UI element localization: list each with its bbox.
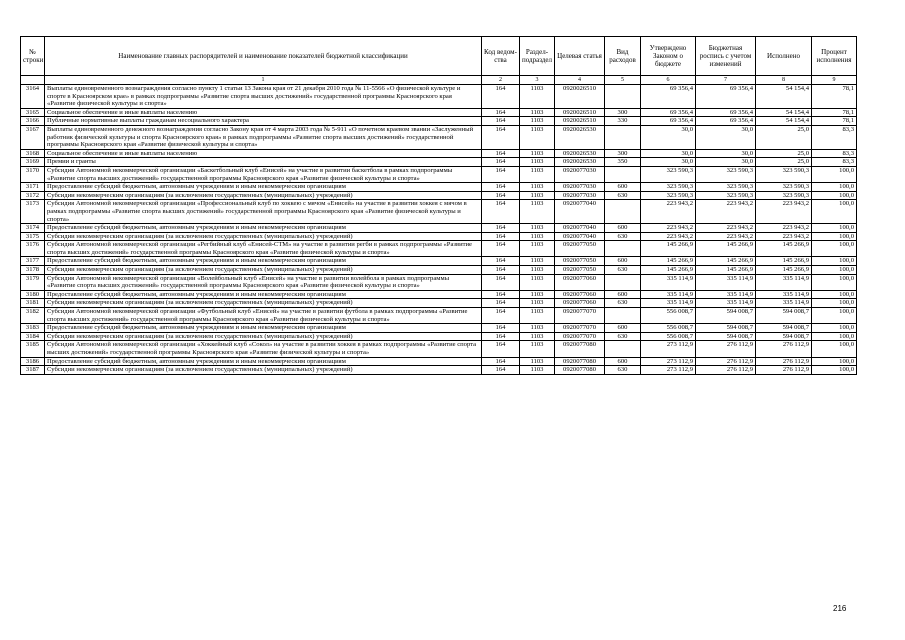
department-code-cell: 164	[482, 341, 520, 357]
section-cell: 1103	[520, 308, 555, 324]
budget-amount-cell: 223 943,2	[696, 224, 756, 233]
executed-amount-cell: 594 008,7	[756, 308, 812, 324]
budget-amount-cell: 30,0	[696, 149, 756, 158]
table-row	[21, 108, 857, 117]
executed-amount-cell: 223 943,2	[756, 232, 812, 241]
expense-type-cell: 630	[605, 191, 641, 200]
expense-type-cell: 630	[605, 332, 641, 341]
executed-amount-cell: 145 266,9	[756, 257, 812, 266]
percent-cell: 100,0	[812, 266, 857, 275]
header-name: Наименование главных распорядителей и наименование показателей бюджетной классификации	[45, 37, 482, 76]
percent-cell: 78,1	[812, 108, 857, 117]
table-row	[21, 85, 857, 109]
executed-amount-cell: 223 943,2	[756, 224, 812, 233]
section-cell: 1103	[520, 191, 555, 200]
approved-amount-cell: 30,0	[641, 158, 696, 167]
name-cell: Предоставление субсидий бюджетным, автономным учреждениям и иным некоммерческим организациям	[45, 183, 482, 192]
table-row	[21, 224, 857, 233]
department-code-cell: 164	[482, 266, 520, 275]
percent-cell: 100,0	[812, 183, 857, 192]
percent-cell: 100,0	[812, 274, 857, 290]
section-cell: 1103	[520, 341, 555, 357]
section-cell: 1103	[520, 290, 555, 299]
table-row	[21, 366, 857, 375]
expense-type-cell: 630	[605, 266, 641, 275]
percent-cell: 100,0	[812, 191, 857, 200]
section-cell: 1103	[520, 232, 555, 241]
section-cell: 1103	[520, 332, 555, 341]
column-number-cell: 9	[812, 76, 857, 85]
table-row	[21, 357, 857, 366]
table-row	[21, 191, 857, 200]
header-budget-schedule: Бюджетная роспись с учетом изменений	[696, 37, 756, 76]
approved-amount-cell: 30,0	[641, 125, 696, 149]
header-expense-type: Вид расходов	[605, 37, 641, 76]
row-number-cell: 3186	[21, 357, 45, 366]
section-cell: 1103	[520, 224, 555, 233]
table-row	[21, 125, 857, 149]
section-cell: 1103	[520, 366, 555, 375]
section-cell: 1103	[520, 183, 555, 192]
executed-amount-cell: 25,0	[756, 158, 812, 167]
executed-amount-cell: 25,0	[756, 125, 812, 149]
percent-cell: 100,0	[812, 332, 857, 341]
budget-amount-cell: 594 008,7	[696, 324, 756, 333]
target-article-cell: 0920026530	[555, 125, 605, 149]
column-number-cell: 2	[482, 76, 520, 85]
row-number-cell: 3165	[21, 108, 45, 117]
column-number-cell: 5	[605, 76, 641, 85]
percent-cell: 83,3	[812, 125, 857, 149]
header-department-code: Код ведом-ства	[482, 37, 520, 76]
approved-amount-cell: 145 266,9	[641, 266, 696, 275]
row-number-cell: 3164	[21, 85, 45, 109]
expense-type-cell	[605, 308, 641, 324]
target-article-cell: 0920077050	[555, 266, 605, 275]
row-number-cell: 3169	[21, 158, 45, 167]
approved-amount-cell: 556 008,7	[641, 324, 696, 333]
executed-amount-cell: 145 266,9	[756, 266, 812, 275]
name-cell: Субсидия Автономной некоммерческой организации «Баскетбольный клуб «Енисей» на участие в развитии баскетбола в рамках подпрограммы «Развитие спорта высших достижений» государственной программы Красноярского края «Развитие физической культуры и спорта»	[45, 166, 482, 182]
table-row	[21, 158, 857, 167]
executed-amount-cell: 323 590,3	[756, 191, 812, 200]
budget-table	[20, 36, 857, 375]
executed-amount-cell: 223 943,2	[756, 200, 812, 224]
percent-cell: 83,3	[812, 158, 857, 167]
name-cell: Выплаты единовременного вознаграждения согласно пункту 1 статьи 13 Закона края от 21 декабря 2010 года № 11-5566 «О физической культуре и спорте в Красноярском крае» в рамках подпрограммы «Развитие спорта высших достижений» государственной программы Красноярского края «Развитие физической культуры и спорта»	[45, 85, 482, 109]
table-row	[21, 117, 857, 126]
executed-amount-cell: 335 114,9	[756, 299, 812, 308]
name-cell: Предоставление субсидий бюджетным, автономным учреждениям и иным некоммерческим организациям	[45, 257, 482, 266]
approved-amount-cell: 223 943,2	[641, 232, 696, 241]
table-row	[21, 200, 857, 224]
expense-type-cell: 600	[605, 357, 641, 366]
percent-cell: 100,0	[812, 290, 857, 299]
approved-amount-cell: 556 008,7	[641, 332, 696, 341]
name-cell: Субсидия Автономной некоммерческой организации «Профессиональный клуб по хоккею с мячом «Енисей» на участие в развитии хоккея с мячом в рамках подпрограммы «Развитие спорта высших достижений» государственной программы Красноярского края «Развитие физической культуры и спорта»	[45, 200, 482, 224]
department-code-cell: 164	[482, 125, 520, 149]
column-number-cell: 4	[555, 76, 605, 85]
expense-type-cell: 600	[605, 257, 641, 266]
table-row	[21, 308, 857, 324]
name-cell: Субсидия Автономной некоммерческой организации «Футбольный клуб «Енисей» на участие в развитии футбола в рамках подпрограммы «Развитие спорта высших достижений» государственной программы Красноярского края «Развитие физической культуры и спорта»	[45, 308, 482, 324]
target-article-cell: 0920077050	[555, 257, 605, 266]
target-article-cell: 0920077040	[555, 224, 605, 233]
approved-amount-cell: 145 266,9	[641, 257, 696, 266]
budget-amount-cell: 30,0	[696, 125, 756, 149]
executed-amount-cell: 145 266,9	[756, 241, 812, 257]
column-number-row	[21, 76, 857, 85]
expense-type-cell: 630	[605, 232, 641, 241]
budget-amount-cell: 145 266,9	[696, 257, 756, 266]
name-cell: Субсидии некоммерческим организациям (за исключением государственных (муниципальных) учреждений)	[45, 266, 482, 275]
target-article-cell: 0920077050	[555, 241, 605, 257]
percent-cell: 100,0	[812, 224, 857, 233]
name-cell: Социальное обеспечение и иные выплаты населению	[45, 108, 482, 117]
target-article-cell: 0920026530	[555, 149, 605, 158]
row-number-cell: 3178	[21, 266, 45, 275]
executed-amount-cell: 54 154,4	[756, 117, 812, 126]
budget-amount-cell: 145 266,9	[696, 241, 756, 257]
column-number-cell: 8	[756, 76, 812, 85]
name-cell: Субсидии некоммерческим организациям (за исключением государственных (муниципальных) учреждений)	[45, 366, 482, 375]
department-code-cell: 164	[482, 290, 520, 299]
department-code-cell: 164	[482, 241, 520, 257]
row-number-cell: 3179	[21, 274, 45, 290]
approved-amount-cell: 223 943,2	[641, 224, 696, 233]
target-article-cell: 0920026510	[555, 117, 605, 126]
budget-amount-cell: 223 943,2	[696, 200, 756, 224]
department-code-cell: 164	[482, 200, 520, 224]
approved-amount-cell: 335 114,9	[641, 299, 696, 308]
target-article-cell: 0920026530	[555, 158, 605, 167]
expense-type-cell	[605, 125, 641, 149]
table-row	[21, 324, 857, 333]
target-article-cell: 0920077060	[555, 290, 605, 299]
expense-type-cell: 350	[605, 158, 641, 167]
executed-amount-cell: 323 590,3	[756, 166, 812, 182]
row-number-cell: 3182	[21, 308, 45, 324]
budget-report-sheet	[20, 36, 856, 375]
percent-cell: 100,0	[812, 166, 857, 182]
expense-type-cell	[605, 200, 641, 224]
percent-cell: 100,0	[812, 232, 857, 241]
budget-amount-cell: 69 356,4	[696, 108, 756, 117]
approved-amount-cell: 145 266,9	[641, 241, 696, 257]
row-number-cell: 3180	[21, 290, 45, 299]
name-cell: Предоставление субсидий бюджетным, автономным учреждениям и иным некоммерческим организациям	[45, 224, 482, 233]
department-code-cell: 164	[482, 357, 520, 366]
approved-amount-cell: 323 590,3	[641, 191, 696, 200]
approved-amount-cell: 223 943,2	[641, 200, 696, 224]
percent-cell: 100,0	[812, 366, 857, 375]
target-article-cell: 0920077030	[555, 166, 605, 182]
name-cell: Субсидия Автономной некоммерческой организации «Хоккейный клуб «Сокол» на участие в развитии хоккея в рамках подпрограммы «Развитие спорта высших достижений» государственной программы Красноярского края «Развитие физической культуры и спорта»	[45, 341, 482, 357]
table-row	[21, 241, 857, 257]
table-row	[21, 332, 857, 341]
target-article-cell: 0920077080	[555, 341, 605, 357]
budget-amount-cell: 323 590,3	[696, 191, 756, 200]
executed-amount-cell: 25,0	[756, 149, 812, 158]
section-cell: 1103	[520, 149, 555, 158]
header-executed: Исполнено	[756, 37, 812, 76]
percent-cell: 100,0	[812, 341, 857, 357]
percent-cell: 78,1	[812, 85, 857, 109]
table-row	[21, 257, 857, 266]
target-article-cell: 0920026510	[555, 108, 605, 117]
name-cell: Премии и гранты	[45, 158, 482, 167]
row-number-cell: 3172	[21, 191, 45, 200]
percent-cell: 100,0	[812, 257, 857, 266]
row-number-cell: 3187	[21, 366, 45, 375]
budget-amount-cell: 30,0	[696, 158, 756, 167]
section-cell: 1103	[520, 117, 555, 126]
expense-type-cell: 300	[605, 149, 641, 158]
budget-amount-cell: 335 114,9	[696, 274, 756, 290]
executed-amount-cell: 54 154,4	[756, 85, 812, 109]
table-row	[21, 341, 857, 357]
row-number-cell: 3185	[21, 341, 45, 357]
expense-type-cell: 600	[605, 224, 641, 233]
percent-cell: 83,3	[812, 149, 857, 158]
section-cell: 1103	[520, 125, 555, 149]
expense-type-cell	[605, 166, 641, 182]
budget-amount-cell: 276 112,9	[696, 357, 756, 366]
page-number: 216	[833, 604, 847, 613]
row-number-cell: 3181	[21, 299, 45, 308]
row-number-cell: 3173	[21, 200, 45, 224]
approved-amount-cell: 556 008,7	[641, 308, 696, 324]
name-cell: Субсидия Автономной некоммерческой организации «Регбийный клуб «Енисей-СТМ» на участие в развитии регби в рамках подпрограммы «Развитие спорта высших достижений» государственной программы Красноярского края «Развитие физической культуры и спорта»	[45, 241, 482, 257]
name-cell: Предоставление субсидий бюджетным, автономным учреждениям и иным некоммерческим организациям	[45, 357, 482, 366]
table-row	[21, 232, 857, 241]
executed-amount-cell: 54 154,4	[756, 108, 812, 117]
header-approved: Утверждено Законом о бюджете	[641, 37, 696, 76]
section-cell: 1103	[520, 85, 555, 109]
budget-amount-cell: 323 590,3	[696, 166, 756, 182]
table-row	[21, 149, 857, 158]
department-code-cell: 164	[482, 166, 520, 182]
department-code-cell: 164	[482, 183, 520, 192]
percent-cell: 100,0	[812, 299, 857, 308]
section-cell: 1103	[520, 274, 555, 290]
budget-amount-cell: 145 266,9	[696, 266, 756, 275]
column-number-cell: 6	[641, 76, 696, 85]
executed-amount-cell: 323 590,3	[756, 183, 812, 192]
target-article-cell: 0920077030	[555, 183, 605, 192]
approved-amount-cell: 273 112,9	[641, 366, 696, 375]
name-cell: Публичные нормативные выплаты гражданам несоциального характера	[45, 117, 482, 126]
section-cell: 1103	[520, 158, 555, 167]
name-cell: Выплаты единовременного денежного вознаграждения согласно Закону края от 4 марта 2003 года № 5-911 «О почетном краевом звании «Заслуженный работник физической культуры и спорта Красноярского края» в рамках подпрограммы «Развитие спорта высших достижений» государственной программы Красноярского края «Развитие физической культуры и спорта»	[45, 125, 482, 149]
department-code-cell: 164	[482, 324, 520, 333]
section-cell: 1103	[520, 324, 555, 333]
expense-type-cell	[605, 85, 641, 109]
approved-amount-cell: 335 114,9	[641, 290, 696, 299]
row-number-cell: 3174	[21, 224, 45, 233]
approved-amount-cell: 69 356,4	[641, 85, 696, 109]
section-cell: 1103	[520, 200, 555, 224]
percent-cell: 100,0	[812, 308, 857, 324]
percent-cell: 78,1	[812, 117, 857, 126]
expense-type-cell: 630	[605, 299, 641, 308]
name-cell: Субсидии некоммерческим организациям (за исключением государственных (муниципальных) учреждений)	[45, 299, 482, 308]
row-number-cell: 3177	[21, 257, 45, 266]
approved-amount-cell: 30,0	[641, 149, 696, 158]
table-row	[21, 266, 857, 275]
header-section: Раздел-подраздел	[520, 37, 555, 76]
budget-amount-cell: 223 943,2	[696, 232, 756, 241]
target-article-cell: 0920077040	[555, 200, 605, 224]
name-cell: Предоставление субсидий бюджетным, автономным учреждениям и иным некоммерческим организациям	[45, 324, 482, 333]
department-code-cell: 164	[482, 299, 520, 308]
department-code-cell: 164	[482, 158, 520, 167]
target-article-cell: 0920077070	[555, 308, 605, 324]
name-cell: Предоставление субсидий бюджетным, автономным учреждениям и иным некоммерческим организациям	[45, 290, 482, 299]
department-code-cell: 164	[482, 257, 520, 266]
target-article-cell: 0920077030	[555, 191, 605, 200]
name-cell: Субсидии некоммерческим организациям (за исключением государственных (муниципальных) учреждений)	[45, 232, 482, 241]
budget-amount-cell: 69 356,4	[696, 85, 756, 109]
expense-type-cell	[605, 341, 641, 357]
executed-amount-cell: 276 112,9	[756, 357, 812, 366]
name-cell: Субсидия Автономной некоммерческой организации «Волейбольный клуб «Енисей» на участие в развитии волейбола в рамках подпрограммы «Развитие спорта высших достижений» государственной программы Красноярского края «Развитие физической культуры и спорта»	[45, 274, 482, 290]
percent-cell: 100,0	[812, 241, 857, 257]
department-code-cell: 164	[482, 117, 520, 126]
expense-type-cell: 330	[605, 117, 641, 126]
section-cell: 1103	[520, 266, 555, 275]
department-code-cell: 164	[482, 85, 520, 109]
expense-type-cell	[605, 274, 641, 290]
approved-amount-cell: 273 112,9	[641, 357, 696, 366]
expense-type-cell: 600	[605, 183, 641, 192]
target-article-cell: 0920077040	[555, 232, 605, 241]
budget-amount-cell: 594 008,7	[696, 332, 756, 341]
department-code-cell: 164	[482, 366, 520, 375]
column-number-cell	[21, 76, 45, 85]
table-row	[21, 290, 857, 299]
target-article-cell: 0920077070	[555, 324, 605, 333]
approved-amount-cell: 273 112,9	[641, 341, 696, 357]
budget-amount-cell: 323 590,3	[696, 183, 756, 192]
target-article-cell: 0920077060	[555, 299, 605, 308]
row-number-cell: 3167	[21, 125, 45, 149]
executed-amount-cell: 276 112,9	[756, 341, 812, 357]
target-article-cell: 0920026510	[555, 85, 605, 109]
percent-cell: 100,0	[812, 200, 857, 224]
executed-amount-cell: 594 008,7	[756, 332, 812, 341]
column-number-cell: 3	[520, 76, 555, 85]
row-number-cell: 3166	[21, 117, 45, 126]
department-code-cell: 164	[482, 274, 520, 290]
target-article-cell: 0920077060	[555, 274, 605, 290]
column-number-cell: 7	[696, 76, 756, 85]
approved-amount-cell: 335 114,9	[641, 274, 696, 290]
department-code-cell: 164	[482, 224, 520, 233]
column-number-cell: 1	[45, 76, 482, 85]
department-code-cell: 164	[482, 108, 520, 117]
header-row-number: № строки	[21, 37, 45, 76]
table-row	[21, 183, 857, 192]
row-number-cell: 3170	[21, 166, 45, 182]
section-cell: 1103	[520, 108, 555, 117]
row-number-cell: 3184	[21, 332, 45, 341]
expense-type-cell: 300	[605, 108, 641, 117]
name-cell: Социальное обеспечение и иные выплаты населению	[45, 149, 482, 158]
budget-amount-cell: 276 112,9	[696, 366, 756, 375]
approved-amount-cell: 323 590,3	[641, 183, 696, 192]
budget-amount-cell: 335 114,9	[696, 299, 756, 308]
section-cell: 1103	[520, 241, 555, 257]
header-row	[21, 37, 857, 76]
department-code-cell: 164	[482, 232, 520, 241]
department-code-cell: 164	[482, 308, 520, 324]
row-number-cell: 3171	[21, 183, 45, 192]
approved-amount-cell: 69 356,4	[641, 108, 696, 117]
section-cell: 1103	[520, 166, 555, 182]
name-cell: Субсидии некоммерческим организациям (за исключением государственных (муниципальных) учреждений)	[45, 332, 482, 341]
budget-amount-cell: 594 008,7	[696, 308, 756, 324]
expense-type-cell: 600	[605, 324, 641, 333]
approved-amount-cell: 323 590,3	[641, 166, 696, 182]
header-percent: Процент исполнения	[812, 37, 857, 76]
expense-type-cell	[605, 241, 641, 257]
executed-amount-cell: 276 112,9	[756, 366, 812, 375]
header-target-article: Целевая статья	[555, 37, 605, 76]
budget-amount-cell: 335 114,9	[696, 290, 756, 299]
approved-amount-cell: 69 356,4	[641, 117, 696, 126]
row-number-cell: 3168	[21, 149, 45, 158]
table-row	[21, 274, 857, 290]
target-article-cell: 0920077070	[555, 332, 605, 341]
table-row	[21, 299, 857, 308]
section-cell: 1103	[520, 257, 555, 266]
section-cell: 1103	[520, 357, 555, 366]
table-row	[21, 166, 857, 182]
executed-amount-cell: 335 114,9	[756, 274, 812, 290]
budget-amount-cell: 276 112,9	[696, 341, 756, 357]
department-code-cell: 164	[482, 149, 520, 158]
target-article-cell: 0920077080	[555, 366, 605, 375]
row-number-cell: 3175	[21, 232, 45, 241]
budget-amount-cell: 69 356,4	[696, 117, 756, 126]
department-code-cell: 164	[482, 332, 520, 341]
percent-cell: 100,0	[812, 324, 857, 333]
row-number-cell: 3183	[21, 324, 45, 333]
department-code-cell: 164	[482, 191, 520, 200]
name-cell: Субсидии некоммерческим организациям (за исключением государственных (муниципальных) учреждений)	[45, 191, 482, 200]
executed-amount-cell: 594 008,7	[756, 324, 812, 333]
percent-cell: 100,0	[812, 357, 857, 366]
row-number-cell: 3176	[21, 241, 45, 257]
executed-amount-cell: 335 114,9	[756, 290, 812, 299]
target-article-cell: 0920077080	[555, 357, 605, 366]
table-body	[21, 85, 857, 375]
expense-type-cell: 630	[605, 366, 641, 375]
expense-type-cell: 600	[605, 290, 641, 299]
section-cell: 1103	[520, 299, 555, 308]
